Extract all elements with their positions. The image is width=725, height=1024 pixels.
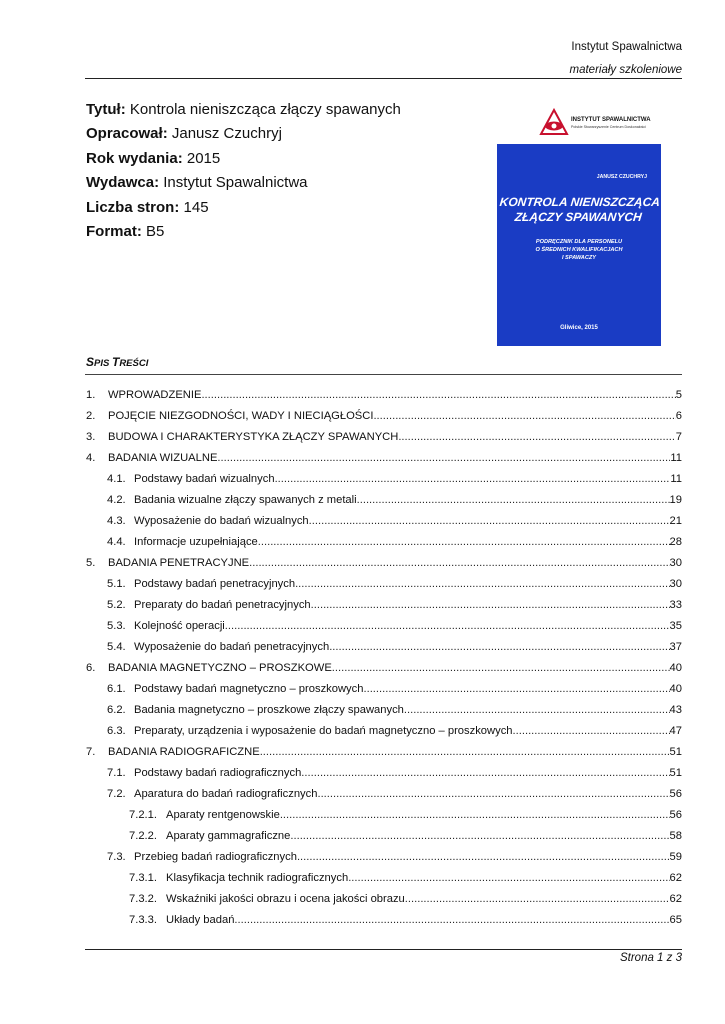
toc-entry-page: 33 [669,599,682,611]
toc-entry-number: 7.1. [107,767,126,779]
toc-entry-number: 7. [86,746,96,758]
toc-dot-leader [301,763,669,784]
toc-entry-title: Podstawy badań penetracyjnych [134,578,296,590]
toc-entry-number: 6.3. [107,725,126,737]
toc-entry-title: Badania wizualne złączy spawanych z metali [134,494,357,506]
toc-dot-leader [373,406,675,427]
toc-entry[interactable] [86,826,682,847]
toc-entry-number: 5. [86,557,96,569]
toc-entry-line [166,889,682,910]
toc-entry-title: BADANIA RADIOGRAFICZNE [108,746,260,758]
toc-entry-line [134,763,682,784]
toc-entry-page: 28 [669,536,682,548]
toc-dot-leader [363,679,669,700]
toc-entry-title: BADANIA WIZUALNE [108,452,218,464]
toc-entry-number: 7.3.3. [129,914,157,926]
toc-entry-number: 7.3.1. [129,872,157,884]
toc-entry-page: 62 [669,872,682,884]
toc-entry-line [134,469,682,490]
book-cover-image [497,100,661,346]
toc-entry-line [166,910,682,931]
toc-entry-page: 51 [669,767,682,779]
toc-entry-line [134,511,682,532]
toc-entry-title: Preparaty do badań penetracyjnych [134,599,311,611]
toc-entry-number: 5.2. [107,599,126,611]
toc-entry-title: Wskaźniki jakości obrazu i ocena jakości obrazu [166,893,405,905]
toc-entry-title: Aparaty rentgenowskie [166,809,280,821]
toc-entry[interactable] [86,910,682,931]
toc-entry[interactable] [86,721,682,742]
toc-entry-page: 58 [669,830,682,842]
toc-dot-leader [398,427,675,448]
toc-dot-leader [275,469,671,490]
toc-entry-page: 5 [675,389,682,401]
toc-entry-number: 1. [86,389,96,401]
toc-entry-line [108,427,682,448]
cover-subtitle: PODRĘCZNIK DLA PERSONELU O ŚREDNICH KWALIFIKACJACH I SPAWACZY [535,239,623,261]
toc-dot-leader [258,532,670,553]
meta-year: Rok wydania: 2015 [86,149,221,167]
toc-entry-title: Preparaty, urządzenia i wyposażenie do badań magnetyczno – proszkowych [134,725,513,737]
toc-entry-line [166,805,682,826]
toc-entry[interactable] [86,847,682,868]
toc-entry[interactable] [86,511,682,532]
toc-dot-leader [260,742,670,763]
toc-dot-leader [404,700,670,721]
toc-entry[interactable] [86,490,682,511]
toc-dot-leader [249,553,669,574]
toc-entry-number: 7.2.1. [129,809,157,821]
toc-entry-number: 5.1. [107,578,126,590]
toc-entry[interactable] [86,763,682,784]
toc-entry-page: 40 [669,683,682,695]
toc-entry-page: 37 [669,641,682,653]
toc-entry-number: 2. [86,410,96,422]
table-of-contents [86,385,682,931]
toc-entry-page: 6 [675,410,682,422]
toc-entry-number: 4.4. [107,536,126,548]
toc-entry[interactable] [86,637,682,658]
toc-entry-title: BUDOWA I CHARAKTERYSTYKA ZŁĄCZY SPAWANYCH [108,431,399,443]
toc-entry[interactable] [86,700,682,721]
toc-entry-page: 51 [669,746,682,758]
toc-entry[interactable] [86,469,682,490]
toc-entry[interactable] [86,553,682,574]
toc-entry-number: 6.1. [107,683,126,695]
toc-entry-line [134,490,682,511]
toc-entry-number: 4. [86,452,96,464]
toc-dot-leader [297,847,670,868]
page-number: Strona 1 z 3 [619,952,682,964]
meta-pages: Liczba stron: 145 [86,198,209,216]
toc-dot-leader [348,868,669,889]
toc-entry-number: 7.3.2. [129,893,157,905]
toc-entry-title: Podstawy badań wizualnych [134,473,275,485]
toc-entry-page: 30 [669,578,682,590]
toc-entry[interactable] [86,805,682,826]
toc-entry[interactable] [86,595,682,616]
book-metadata [86,100,401,246]
toc-entry-line [134,721,682,742]
toc-dot-leader [217,448,670,469]
toc-dot-leader [290,826,669,847]
toc-entry[interactable] [86,574,682,595]
toc-entry-number: 4.1. [107,473,126,485]
toc-entry-number: 5.3. [107,620,126,632]
toc-entry-title: Aparaty gammagraficzne [166,830,291,842]
toc-entry-page: 43 [669,704,682,716]
toc-entry-page: 59 [669,851,682,863]
toc-entry-title: WPROWADZENIE [108,389,202,401]
toc-entry-number: 7.2.2. [129,830,157,842]
toc-entry-title: Informacje uzupełniające [134,536,258,548]
toc-entry-line [108,742,682,763]
toc-entry-number: 3. [86,431,96,443]
toc-dot-leader [405,889,670,910]
toc-entry-title: Kolejność operacji [134,620,225,632]
cover-title: KONTROLA NIENISZCZĄCA ZŁĄCZY SPAWANYCH [498,195,661,224]
toc-entry[interactable] [86,616,682,637]
toc-entry-title: BADANIA MAGNETYCZNO – PROSZKOWE [108,662,332,674]
toc-dot-leader [280,805,670,826]
toc-entry-page: 65 [669,914,682,926]
toc-entry-title: Podstawy badań radiograficznych [134,767,302,779]
toc-entry-line [108,553,682,574]
toc-dot-leader [317,784,669,805]
toc-dot-leader [311,595,670,616]
toc-entry-title: POJĘCIE NIEZGODNOŚCI, WADY I NIECIĄGŁOŚCI [108,410,374,422]
toc-entry-title: Wyposażenie do badań wizualnych [134,515,309,527]
toc-entry[interactable] [86,784,682,805]
toc-entry-title: Wyposażenie do badań penetracyjnych [134,641,330,653]
toc-entry-number: 4.2. [107,494,126,506]
toc-entry-line [134,700,682,721]
toc-entry-page: 11 [670,452,682,464]
toc-dot-leader [201,385,675,406]
toc-entry[interactable] [86,889,682,910]
toc-dot-leader [225,616,670,637]
footer-divider [85,949,682,950]
toc-entry-page: 62 [669,893,682,905]
toc-entry-title: Badania magnetyczno – proszkowe złączy spawanych [134,704,404,716]
toc-entry-page: 30 [669,557,682,569]
toc-entry-line [134,637,682,658]
meta-publisher: Wydawca: Instytut Spawalnictwa [86,174,308,192]
toc-entry-page: 56 [669,788,682,800]
toc-dot-leader [329,637,669,658]
cover-publisher-sub: Polskie Stowarzyszenie Centrum Doskonałości [571,125,646,129]
toc-entry[interactable] [86,679,682,700]
toc-entry-number: 6.2. [107,704,126,716]
toc-dot-leader [357,490,670,511]
toc-entry-line [134,679,682,700]
cover-author: JANUSZ CZUCHRYJ [596,174,647,180]
toc-entry-page: 11 [670,473,682,485]
toc-dot-leader [332,658,670,679]
cover-publisher: INSTYTUT SPAWALNICTWA [571,117,651,123]
toc-entry[interactable] [86,385,682,406]
toc-dot-leader [295,574,669,595]
toc-entry-title: Podstawy badań magnetyczno – proszkowych [134,683,364,695]
toc-entry-line [134,847,682,868]
toc-entry[interactable] [86,868,682,889]
toc-entry[interactable] [86,658,682,679]
header-subtitle: materiały szkoleniowe [569,64,682,76]
meta-format: Format: B5 [86,222,165,240]
toc-entry[interactable] [86,427,682,448]
toc-entry-number: 4.3. [107,515,126,527]
toc-entry-line [108,406,682,427]
toc-entry-page: 21 [669,515,682,527]
toc-entry-number: 7.3. [107,851,126,863]
toc-entry-title: Klasyfikacja technik radiograficznych [166,872,349,884]
toc-entry-line [108,385,682,406]
toc-entry-line [134,616,682,637]
toc-dot-leader [513,721,670,742]
institute-logo-icon [539,108,569,138]
toc-entry-number: 7.2. [107,788,126,800]
toc-entry-page: 19 [669,494,682,506]
toc-entry-page: 56 [669,809,682,821]
toc-entry-title: Aparatura do badań radiograficznych [134,788,318,800]
toc-divider [85,374,682,375]
toc-entry-number: 5.4. [107,641,126,653]
toc-dot-leader [309,511,670,532]
toc-entry-page: 47 [669,725,682,737]
toc-entry-number: 6. [86,662,96,674]
toc-entry-page: 35 [669,620,682,632]
header-institution: Instytut Spawalnictwa [571,41,682,53]
toc-entry-page: 40 [669,662,682,674]
toc-entry-line [134,532,682,553]
toc-entry-line [134,595,682,616]
toc-entry-line [166,868,682,889]
toc-entry[interactable] [86,532,682,553]
toc-entry-line [166,826,682,847]
toc-entry[interactable] [86,742,682,763]
toc-dot-leader [234,910,669,931]
header-divider [85,78,682,79]
cover-city-year: Gliwice, 2015 [560,325,598,331]
toc-entry[interactable] [86,406,682,427]
toc-entry-title: Układy badań [166,914,235,926]
toc-entry[interactable] [86,448,682,469]
toc-heading: SPIS TREŚCI [86,355,149,369]
toc-entry-line [134,784,682,805]
meta-title: Tytuł: Kontrola nieniszcząca złączy spawanych [86,101,401,118]
toc-entry-title: Przebieg badań radiograficznych [134,851,297,863]
toc-entry-line [108,658,682,679]
toc-entry-line [134,574,682,595]
toc-entry-title: BADANIA PENETRACYJNE [108,557,250,569]
toc-entry-line [108,448,682,469]
meta-author: Opracował: Janusz Czuchryj [86,125,282,143]
toc-entry-page: 7 [675,431,682,443]
